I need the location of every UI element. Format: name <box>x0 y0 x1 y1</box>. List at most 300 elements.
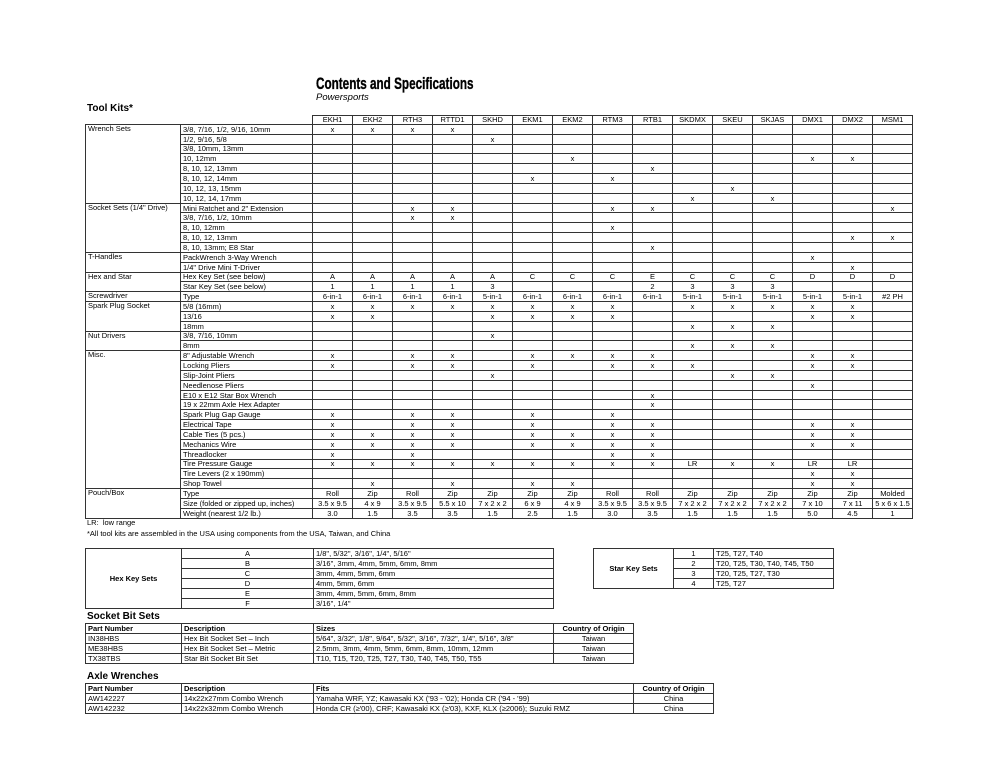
header-blank-category <box>85 115 181 125</box>
value-cell <box>873 145 913 155</box>
value-cell: 7 x 11 <box>833 499 873 509</box>
value-cell <box>513 213 553 223</box>
value-cell <box>513 243 553 253</box>
value-cell: x <box>473 371 513 381</box>
value-cell <box>593 145 633 155</box>
value-cell <box>553 469 593 479</box>
value-cell <box>393 469 433 479</box>
value-cell: 3.5 <box>633 509 673 519</box>
value-cell: x <box>513 302 553 312</box>
value-cell <box>593 243 633 253</box>
value-cell <box>753 164 793 174</box>
value-cell <box>313 174 353 184</box>
value-cell: x <box>433 351 473 361</box>
kit-column-header: EKH2 <box>353 115 393 125</box>
tool-kits-heading: Tool Kits* <box>87 103 133 114</box>
value-cell <box>873 263 913 273</box>
value-cell <box>633 253 673 263</box>
value-cell <box>873 450 913 460</box>
value-cell: x <box>833 233 873 243</box>
value-cell: 6-in-1 <box>513 292 553 302</box>
value-cell <box>513 194 553 204</box>
value-cell: 3 <box>753 282 793 292</box>
value-cell <box>353 233 393 243</box>
value-cell <box>833 164 873 174</box>
value-cell: 3.0 <box>593 509 633 519</box>
value-cell <box>513 450 553 460</box>
value-cell: C <box>673 273 713 283</box>
item-cell: 8mm <box>181 341 313 351</box>
value-cell: x <box>433 204 473 214</box>
value-cell <box>633 381 673 391</box>
value-cell <box>313 391 353 401</box>
value-cell: x <box>593 204 633 214</box>
value-cell: A <box>353 273 393 283</box>
value-cell: 3.5 x 9.5 <box>313 499 353 509</box>
value-cell: Roll <box>593 489 633 499</box>
value-cell: x <box>793 312 833 322</box>
value-cell <box>873 479 913 489</box>
value-cell <box>873 253 913 263</box>
value-cell: x <box>553 351 593 361</box>
value-cell <box>713 381 753 391</box>
value-cell <box>793 322 833 332</box>
value-cell: x <box>593 302 633 312</box>
category-cell: Misc. <box>85 351 181 489</box>
value-cell: x <box>793 381 833 391</box>
value-cell: 5.5 x 10 <box>433 499 473 509</box>
value-cell <box>513 135 553 145</box>
value-cell: x <box>393 420 433 430</box>
value-cell <box>833 322 873 332</box>
value-cell <box>713 312 753 322</box>
value-cell: A <box>473 273 513 283</box>
value-cell <box>673 410 713 420</box>
value-cell <box>593 253 633 263</box>
star-key-sets-table <box>593 548 834 589</box>
item-cell: Tire Levers (2 x 190mm) <box>181 469 313 479</box>
value-cell <box>353 420 393 430</box>
value-cell <box>473 164 513 174</box>
value-cell <box>513 233 553 243</box>
value-cell <box>633 263 673 273</box>
kit-column-header: SKEU <box>713 115 753 125</box>
value-cell: x <box>513 440 553 450</box>
document-title: Contents and Specifications <box>316 75 474 93</box>
value-cell <box>313 164 353 174</box>
value-cell: x <box>553 312 593 322</box>
value-cell <box>633 154 673 164</box>
value-cell <box>793 341 833 351</box>
value-cell <box>673 391 713 401</box>
value-cell <box>473 184 513 194</box>
item-cell: 8" Adjustable Wrench <box>181 351 313 361</box>
value-cell <box>593 154 633 164</box>
value-cell <box>513 204 553 214</box>
value-cell <box>713 243 753 253</box>
value-cell <box>553 125 593 135</box>
item-cell: Mini Ratchet and 2" Extension <box>181 204 313 214</box>
item-cell: Spark Plug Gap Gauge <box>181 410 313 420</box>
value-cell <box>713 400 753 410</box>
hex-key-sizes: 3mm, 4mm, 5mm, 6mm, 8mm <box>314 589 554 599</box>
value-cell: x <box>793 440 833 450</box>
value-cell <box>873 430 913 440</box>
value-cell: C <box>713 273 753 283</box>
value-cell: 3 <box>673 282 713 292</box>
value-cell: 5-in-1 <box>673 292 713 302</box>
value-cell: x <box>633 391 673 401</box>
value-cell <box>633 410 673 420</box>
value-cell <box>313 469 353 479</box>
value-cell <box>873 341 913 351</box>
value-cell: 7 x 2 x 2 <box>673 499 713 509</box>
value-cell: x <box>633 420 673 430</box>
value-cell <box>673 184 713 194</box>
kit-column-header: SKDMX <box>673 115 713 125</box>
value-cell <box>753 154 793 164</box>
value-cell <box>593 184 633 194</box>
value-cell <box>793 282 833 292</box>
value-cell <box>713 164 753 174</box>
axle-wrench-cell: 14x22x32mm Combo Wrench <box>182 704 314 714</box>
value-cell <box>473 223 513 233</box>
value-cell <box>433 450 473 460</box>
value-cell: x <box>393 410 433 420</box>
value-cell <box>313 194 353 204</box>
value-cell <box>713 253 753 263</box>
value-cell: x <box>833 361 873 371</box>
value-cell: x <box>713 460 753 470</box>
value-cell <box>833 332 873 342</box>
value-cell <box>713 125 753 135</box>
value-cell <box>393 253 433 263</box>
value-cell: 3.5 x 9.5 <box>593 499 633 509</box>
value-cell <box>753 135 793 145</box>
value-cell: x <box>313 125 353 135</box>
value-cell <box>793 400 833 410</box>
value-cell <box>313 135 353 145</box>
value-cell <box>873 184 913 194</box>
value-cell <box>673 243 713 253</box>
item-cell: Star Key Set (see below) <box>181 282 313 292</box>
hex-key-sets-table <box>85 548 554 609</box>
value-cell <box>553 243 593 253</box>
value-cell <box>393 400 433 410</box>
value-cell <box>433 154 473 164</box>
value-cell <box>353 361 393 371</box>
kit-column-header: EKM1 <box>513 115 553 125</box>
value-cell: x <box>673 341 713 351</box>
value-cell: 5.0 <box>793 509 833 519</box>
value-cell: 5-in-1 <box>793 292 833 302</box>
hex-key-sizes: 4mm, 5mm, 6mm <box>314 579 554 589</box>
value-cell: x <box>593 430 633 440</box>
value-cell <box>833 341 873 351</box>
value-cell: 6 x 9 <box>513 499 553 509</box>
value-cell <box>833 213 873 223</box>
value-cell: 1.5 <box>473 509 513 519</box>
value-cell: x <box>713 371 753 381</box>
value-cell <box>673 164 713 174</box>
value-cell <box>793 145 833 155</box>
value-cell <box>673 223 713 233</box>
hex-key-key: E <box>182 589 314 599</box>
value-cell <box>633 233 673 243</box>
value-cell <box>833 145 873 155</box>
value-cell <box>593 322 633 332</box>
value-cell: 4 x 9 <box>553 499 593 509</box>
value-cell: x <box>593 460 633 470</box>
value-cell <box>593 332 633 342</box>
value-cell: 7 x 2 x 2 <box>473 499 513 509</box>
value-cell <box>673 450 713 460</box>
value-cell: x <box>873 233 913 243</box>
value-cell: x <box>633 351 673 361</box>
item-cell: 8, 10, 12mm <box>181 223 313 233</box>
item-cell: 3/8, 7/16, 1/2, 10mm <box>181 213 313 223</box>
value-cell: x <box>473 302 513 312</box>
value-cell <box>393 223 433 233</box>
value-cell <box>553 184 593 194</box>
value-cell: x <box>793 253 833 263</box>
value-cell: x <box>833 263 873 273</box>
value-cell <box>353 213 393 223</box>
value-cell <box>833 391 873 401</box>
value-cell: C <box>753 273 793 283</box>
value-cell <box>393 174 433 184</box>
value-cell: 6-in-1 <box>353 292 393 302</box>
value-cell <box>513 184 553 194</box>
value-cell <box>833 194 873 204</box>
value-cell <box>793 371 833 381</box>
value-cell: 1 <box>313 282 353 292</box>
value-cell: D <box>873 273 913 283</box>
item-cell: Tire Pressure Gauge <box>181 460 313 470</box>
kit-column-header: RTM3 <box>593 115 633 125</box>
value-cell <box>793 243 833 253</box>
value-cell: 1 <box>353 282 393 292</box>
value-cell <box>793 223 833 233</box>
value-cell: x <box>433 430 473 440</box>
kit-column-header: RTH3 <box>393 115 433 125</box>
value-cell: Zip <box>553 489 593 499</box>
value-cell <box>753 332 793 342</box>
value-cell <box>473 381 513 391</box>
value-cell: x <box>313 440 353 450</box>
value-cell <box>833 135 873 145</box>
category-cell: Nut Drivers <box>85 332 181 352</box>
value-cell <box>713 351 753 361</box>
value-cell <box>673 145 713 155</box>
axle-wrench-header-cell: Fits <box>314 684 634 694</box>
value-cell <box>753 184 793 194</box>
value-cell: x <box>433 440 473 450</box>
value-cell <box>473 204 513 214</box>
value-cell <box>593 469 633 479</box>
value-cell <box>313 263 353 273</box>
value-cell <box>313 332 353 342</box>
value-cell: x <box>793 430 833 440</box>
value-cell <box>793 184 833 194</box>
value-cell: x <box>633 164 673 174</box>
value-cell <box>513 371 553 381</box>
hex-key-key: B <box>182 559 314 569</box>
value-cell <box>393 135 433 145</box>
value-cell <box>353 469 393 479</box>
value-cell <box>713 213 753 223</box>
value-cell <box>473 450 513 460</box>
value-cell <box>633 302 673 312</box>
value-cell <box>553 194 593 204</box>
value-cell <box>393 243 433 253</box>
value-cell <box>793 125 833 135</box>
value-cell <box>553 213 593 223</box>
value-cell <box>473 145 513 155</box>
value-cell: x <box>313 420 353 430</box>
value-cell <box>353 263 393 273</box>
value-cell <box>353 174 393 184</box>
value-cell: x <box>433 410 473 420</box>
value-cell <box>593 164 633 174</box>
value-cell <box>673 174 713 184</box>
value-cell: 5 x 6 x 1.5 <box>873 499 913 509</box>
value-cell <box>553 420 593 430</box>
value-cell: x <box>833 351 873 361</box>
value-cell: Roll <box>633 489 673 499</box>
value-cell: x <box>393 460 433 470</box>
value-cell <box>353 381 393 391</box>
value-cell: C <box>593 273 633 283</box>
value-cell: Zip <box>353 489 393 499</box>
value-cell <box>473 174 513 184</box>
value-cell <box>633 223 673 233</box>
value-cell <box>753 440 793 450</box>
value-cell <box>873 322 913 332</box>
value-cell: LR <box>673 460 713 470</box>
value-cell <box>793 263 833 273</box>
item-cell: 8, 10, 13mm; E8 Star <box>181 243 313 253</box>
value-cell <box>513 282 553 292</box>
value-cell: x <box>713 322 753 332</box>
value-cell: 3.5 x 9.5 <box>633 499 673 509</box>
item-cell: 10, 12mm <box>181 154 313 164</box>
value-cell <box>553 381 593 391</box>
value-cell: x <box>313 430 353 440</box>
hex-key-sizes: 3/16", 1/4" <box>314 599 554 609</box>
value-cell <box>313 322 353 332</box>
socket-bit-header-cell: Sizes <box>314 624 554 634</box>
value-cell: Molded <box>873 489 913 499</box>
value-cell <box>393 332 433 342</box>
value-cell <box>753 263 793 273</box>
value-cell <box>553 174 593 184</box>
value-cell <box>873 282 913 292</box>
value-cell: 1.5 <box>553 509 593 519</box>
value-cell: x <box>313 450 353 460</box>
socket-bit-sets-table <box>85 623 634 664</box>
value-cell: x <box>393 302 433 312</box>
value-cell <box>553 400 593 410</box>
value-cell: x <box>633 361 673 371</box>
value-cell <box>393 341 433 351</box>
value-cell <box>393 322 433 332</box>
item-cell: Size (folded or zipped up, inches) <box>181 499 313 509</box>
value-cell: x <box>673 302 713 312</box>
value-cell <box>353 243 393 253</box>
value-cell <box>433 322 473 332</box>
item-cell: 3/8, 7/16, 1/2, 9/16, 10mm <box>181 125 313 135</box>
value-cell <box>353 194 393 204</box>
value-cell: 6-in-1 <box>553 292 593 302</box>
socket-bit-cell: Taiwan <box>554 654 634 664</box>
value-cell <box>713 154 753 164</box>
value-cell <box>873 332 913 342</box>
value-cell <box>433 233 473 243</box>
item-cell: Electrical Tape <box>181 420 313 430</box>
value-cell <box>833 282 873 292</box>
value-cell: x <box>353 479 393 489</box>
value-cell <box>633 213 673 223</box>
socket-bit-cell: Taiwan <box>554 644 634 654</box>
value-cell <box>633 125 673 135</box>
item-cell: 1/4" Drive Mini T-Driver <box>181 263 313 273</box>
value-cell <box>753 243 793 253</box>
value-cell <box>433 469 473 479</box>
value-cell: Zip <box>833 489 873 499</box>
value-cell: 4.5 <box>833 509 873 519</box>
axle-wrench-cell: AW142232 <box>86 704 182 714</box>
value-cell <box>713 450 753 460</box>
value-cell <box>353 371 393 381</box>
value-cell <box>433 312 473 322</box>
value-cell: 5-in-1 <box>713 292 753 302</box>
value-cell: x <box>513 420 553 430</box>
value-cell: x <box>313 351 353 361</box>
value-cell <box>313 400 353 410</box>
item-cell: Weight (nearest 1/2 lb.) <box>181 509 313 519</box>
value-cell <box>353 391 393 401</box>
value-cell <box>753 233 793 243</box>
value-cell <box>353 223 393 233</box>
value-cell <box>633 174 673 184</box>
value-cell <box>313 371 353 381</box>
value-cell <box>873 154 913 164</box>
value-cell <box>833 184 873 194</box>
value-cell <box>873 469 913 479</box>
value-cell <box>753 381 793 391</box>
value-cell <box>833 450 873 460</box>
value-cell: x <box>753 341 793 351</box>
value-cell: x <box>633 450 673 460</box>
socket-bit-cell: T10, T15, T20, T25, T27, T30, T40, T45, T50, T55 <box>314 654 554 664</box>
value-cell <box>473 263 513 273</box>
value-cell <box>713 469 753 479</box>
item-cell: Hex Key Set (see below) <box>181 273 313 283</box>
item-cell: 1/2, 9/16, 5/8 <box>181 135 313 145</box>
value-cell <box>873 243 913 253</box>
value-cell: Zip <box>753 489 793 499</box>
value-cell: x <box>473 135 513 145</box>
value-cell <box>433 164 473 174</box>
value-cell <box>793 332 833 342</box>
value-cell: x <box>833 420 873 430</box>
value-cell: x <box>833 440 873 450</box>
item-cell: 19 x 22mm Axle Hex Adapter <box>181 400 313 410</box>
value-cell: 2.5 <box>513 509 553 519</box>
value-cell: x <box>593 351 633 361</box>
value-cell: 6-in-1 <box>593 292 633 302</box>
